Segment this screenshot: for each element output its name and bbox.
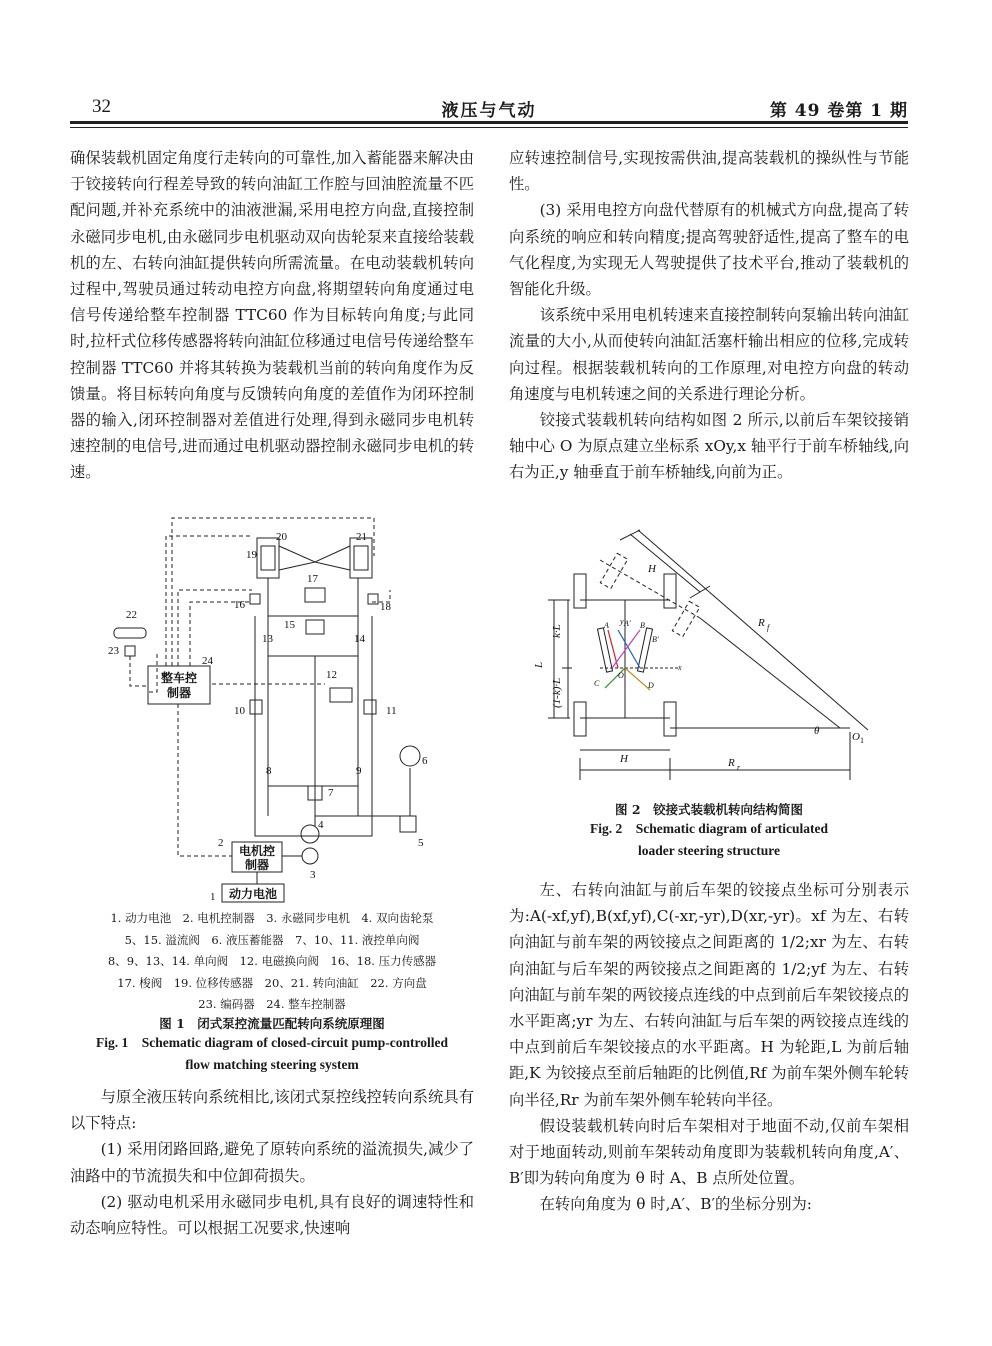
volume-issue: 第 49 卷第 1 期 xyxy=(769,101,908,121)
svg-text:9: 9 xyxy=(356,765,362,777)
svg-text:18: 18 xyxy=(380,601,391,613)
figure-1-caption xyxy=(70,1014,474,1076)
svg-text:8: 8 xyxy=(266,765,272,777)
svg-text:L: L xyxy=(533,661,545,668)
paragraph: (1) 采用闭路回路,避免了原转向系统的溢流损失,减少了油路中的节流损失和中位卸荷损失。 xyxy=(70,1140,474,1185)
svg-text:5: 5 xyxy=(418,837,424,849)
figure-2-caption-en-2: loader steering structure xyxy=(638,843,780,858)
paragraph: 确保装载机固定角度行走转向的可靠性,加入蓄能器来解决由于铰接转向行程差导致的转向油缸工作腔与回油腔流量不匹配问题,并补充系统中的油液泄漏,采用电控方向盘,直接控制永磁同步电机,由永磁同步电机驱动双向齿轮泵来直接给装载机的左、右转向油缸提供转向所需流量。在电动装载机转向过程中,驾驶员通过转动电控方向盘,将期望转向角度通过电信号传递给整车控制器 TTC60 作为目标转向角度;与此同时,拉杆式位移传感器将转向油缸位移通过电信号传递给整车控制器 TTC60 并将其转换为装载机当前的转向角度作为反馈量。将目标转向角度与反馈转向角度的差值作为闭环控制器的输入,闭环控制器对差值进行处理,得到永磁同步电机转速控制的电信号,进而通过电机驱动器控制永磁同步电机的转速。 xyxy=(70,149,474,482)
paragraph: 应转速控制信号,实现按需供油,提高装载机的操纵性与节能性。 xyxy=(509,149,909,194)
svg-text:7: 7 xyxy=(328,787,334,799)
svg-text:24: 24 xyxy=(202,655,213,667)
svg-text:22: 22 xyxy=(126,609,137,621)
svg-text:A′: A′ xyxy=(624,619,631,628)
paragraph: 与原全液压转向系统相比,该闭式泵控线控转向系统具有以下特点: xyxy=(70,1088,474,1133)
legend-line: 1. 动力电池 2. 电机控制器 3. 永磁同步电机 4. 双向齿轮泵 xyxy=(110,911,434,925)
svg-text:14: 14 xyxy=(354,633,365,645)
svg-text:R: R xyxy=(758,617,765,629)
header-rule-thick xyxy=(70,121,908,124)
header-rule-thin xyxy=(70,127,908,128)
legend-line: 8、9、13、14. 单向阀 12. 电磁换向阀 16、18. 压力传感器 xyxy=(107,954,437,968)
svg-text:12: 12 xyxy=(326,669,337,681)
svg-text:19: 19 xyxy=(246,549,257,561)
figure-1-schematic xyxy=(100,516,460,908)
svg-text:R: R xyxy=(728,757,735,769)
paragraph: (2) 驱动电机采用永磁同步电机,具有良好的调速特性和动态响应特性。可以根据工况要求,快速响 xyxy=(70,1192,474,1238)
svg-text:20: 20 xyxy=(276,531,287,543)
paragraph: (3) 采用电控方向盘代替原有的机械式方向盘,提高了转向系统的响应和转向精度;提高驾驶舒适性,提高了整车的电气化程度,为实现无人驾驶提供了技术平台,推动了装载机的智能化升级。 xyxy=(509,201,909,299)
vehicle-controller-label-2: 制器 xyxy=(166,686,192,700)
right-column-text-lower xyxy=(509,877,909,1218)
svg-text:r: r xyxy=(737,763,741,772)
paragraph: 该系统中采用电机转速来直接控制转向泵输出转向油缸流量的大小,从而使转向油缸活塞杆输出相应的位移,完成转向过程。根据装载机转向的工作原理,对电控方向盘的转动角速度与电机转速之间的关系进行理论分析。 xyxy=(509,306,909,403)
figure-2-caption-cn: 图 2 铰接式装载机转向结构简图 xyxy=(614,802,804,817)
svg-text:1: 1 xyxy=(210,891,216,903)
svg-text:11: 11 xyxy=(386,705,397,717)
svg-text:x: x xyxy=(678,663,682,672)
journal-title: 液压与气动 xyxy=(441,101,537,121)
legend-line: 5、15. 溢流阀 6. 液压蓄能器 7、10、11. 液控单向阀 xyxy=(124,932,420,947)
figure-1-caption-en-2: flow matching steering system xyxy=(185,1057,359,1072)
svg-text:10: 10 xyxy=(234,705,245,717)
paragraph: 假设装载机转向时后车架相对于地面不动,仅前车架相对于地面转动,则前车架转动角度即为装载机转向角度,A′、B′即为转向角度为 θ 时 A、B 点所处位置。 xyxy=(509,1116,909,1188)
figure-1-caption-cn: 图 1 闭式泵控流量匹配转向系统原理图 xyxy=(159,1016,385,1031)
svg-text:y: y xyxy=(620,617,624,626)
svg-text:13: 13 xyxy=(262,633,273,645)
svg-text:6: 6 xyxy=(422,755,428,767)
svg-text:4: 4 xyxy=(318,819,324,831)
svg-text:f: f xyxy=(767,623,770,632)
page-number: 32 xyxy=(92,96,111,117)
figure-1-caption-en-1: Fig. 1 Schematic diagram of closed-circuit pump-controlled xyxy=(96,1035,448,1050)
svg-text:21: 21 xyxy=(356,531,367,543)
svg-text:D: D xyxy=(648,681,654,690)
svg-text:k·L: k·L xyxy=(551,624,563,638)
svg-text:2: 2 xyxy=(218,837,224,849)
legend-line: 17. 梭阀 19. 位移传感器 20、21. 转向油缸 22. 方向盘 xyxy=(117,975,427,990)
page-header xyxy=(70,92,908,120)
paragraph: 在转向角度为 θ 时,A′、B′的坐标分别为: xyxy=(539,1195,812,1214)
svg-text:θ: θ xyxy=(814,725,820,737)
svg-text:B′: B′ xyxy=(652,635,659,644)
svg-text:3: 3 xyxy=(310,869,316,881)
svg-text:H: H xyxy=(648,563,656,575)
legend-line: 23. 编码器 24. 整车控制器 xyxy=(198,997,346,1011)
paragraph: 左、右转向油缸与前后车架的铰接点坐标可分别表示为:A(-xf,yf),B(xf,yf),C(-xr,-yr),D(xr,-yr)。xf 为左、右转向油缸与前车架的两铰接点之间距离的 1/2;xr 为左、右转向油缸与后车架的两铰接点之间距离的 1/2;yf 为左、右转向油缸与前车架的两铰接点连线的中点到前后车架铰接点的水平距离;yr 为左、右转向油缸与后车架的两铰接点连线的中点到前后车架铰接点的水平距离。H 为轮距,L 为前后轴距,K 为铰接点至前后轴距的比例值,Rf 为前车架外侧车轮转向半径,Rr 为前车架外侧车轮转向半径。 xyxy=(509,881,909,1109)
motor-controller-label-1: 电机控 xyxy=(238,844,276,858)
paragraph: 铰接式装载机转向结构如图 2 所示,以前后车架铰接销轴中心 O 为原点建立坐标系 xOy,x 轴平行于前车桥轴线,向右为正,y 轴垂直于前车桥轴线,向前为正。 xyxy=(509,411,909,482)
figure-2-diagram xyxy=(530,518,900,790)
left-column-text xyxy=(70,145,474,486)
figure-2-caption xyxy=(509,800,909,862)
svg-text:O: O xyxy=(618,671,624,680)
svg-text:23: 23 xyxy=(108,645,119,657)
svg-text:A: A xyxy=(604,621,609,630)
svg-text:16: 16 xyxy=(234,599,245,611)
svg-text:O: O xyxy=(852,731,860,743)
svg-text:C: C xyxy=(594,679,600,688)
svg-text:15: 15 xyxy=(284,619,295,631)
svg-text:H: H xyxy=(620,753,628,765)
svg-text:1: 1 xyxy=(860,736,864,745)
svg-text:B: B xyxy=(640,621,645,630)
svg-text:17: 17 xyxy=(307,573,318,585)
figure-1-legend xyxy=(70,908,474,1016)
svg-text:(1-k)·L: (1-k)·L xyxy=(551,677,563,708)
vehicle-controller-label-1: 整车控 xyxy=(160,671,198,685)
left-column-text-lower xyxy=(70,1084,474,1241)
battery-label: 动力电池 xyxy=(228,887,278,901)
figure-2-caption-en-1: Fig. 2 Schematic diagram of articulated xyxy=(589,821,829,836)
motor-controller-label-2: 制器 xyxy=(244,858,270,872)
right-column-text xyxy=(509,145,909,486)
